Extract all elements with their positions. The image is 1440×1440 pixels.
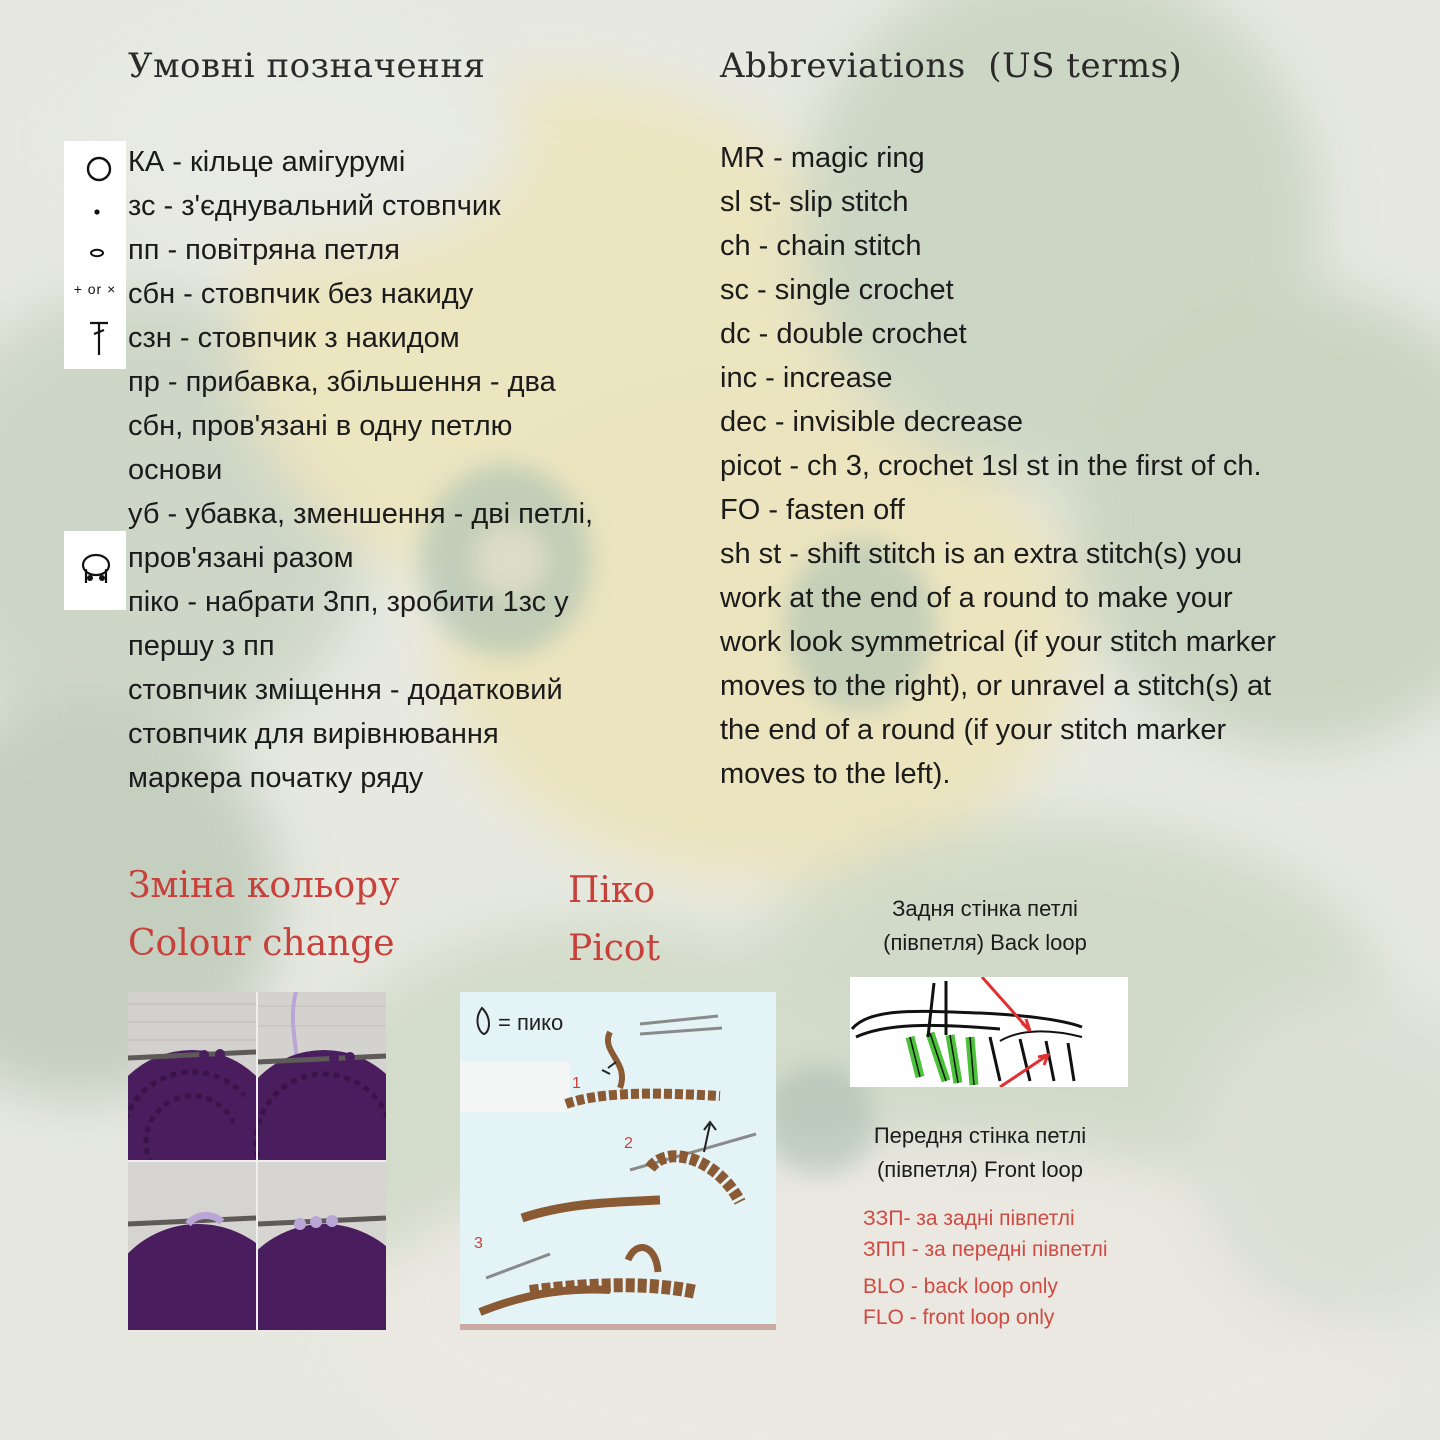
colour-change-photos <box>128 992 386 1330</box>
symbol-legend-panel <box>64 141 126 369</box>
picot-title <box>568 862 660 978</box>
legend-line: основи <box>128 454 223 486</box>
picot-step-2: 2 <box>624 1135 633 1152</box>
abbreviation-line: sc - single crochet <box>720 274 954 306</box>
dot-icon <box>64 197 126 232</box>
legend-line: уб - убавка, зменшення - дві петлі, <box>128 498 594 530</box>
back-loop-caption-ua: Задня стінка петлі <box>892 896 1078 921</box>
back-loop-caption-en: (півпетля) Back loop <box>883 930 1087 955</box>
picot-step-1: 1 <box>572 1075 581 1092</box>
plus-or-x-icon: + or × <box>73 281 117 297</box>
colour-change-title-ua: Зміна кольору <box>128 865 400 906</box>
picot-legend-text: = пико <box>498 1010 564 1035</box>
loop-note: ЗЗП- за задні півпетлі <box>863 1207 1075 1230</box>
picot-title-en: Picot <box>568 928 661 969</box>
abbreviation-line: sl st- slip stitch <box>720 186 909 218</box>
legend-line: першу з пп <box>128 630 275 662</box>
abbreviation-line: moves to the right), or unravel a stitch(s) at <box>720 670 1272 702</box>
picot-title-ua: Піко <box>568 870 656 911</box>
abbreviations-list <box>720 136 1276 796</box>
oval-icon <box>64 238 126 273</box>
legend-list-ua <box>128 140 593 800</box>
abbreviation-line: inc - increase <box>720 362 893 394</box>
abbreviation-line: FO - fasten off <box>720 494 905 526</box>
abbreviation-line: ch - chain stitch <box>720 230 922 262</box>
loop-note: ЗПП - за передні півпетлі <box>863 1238 1108 1261</box>
front-loop-caption-ua: Передня стінка петлі <box>873 1123 1087 1148</box>
abbreviation-line: dc - double crochet <box>720 318 967 350</box>
picot-symbol-panel <box>64 531 126 610</box>
legend-line: сбн, пров'язані в одну петлю <box>128 410 513 442</box>
abbreviation-line: picot - ch 3, crochet 1sl st in the first of ch. <box>720 450 1262 482</box>
abbreviation-line: the end of a round (if your stitch marker <box>720 714 1227 746</box>
legend-line: пп - повітряна петля <box>128 234 400 266</box>
abbreviation-line: work look symmetrical (if your stitch marker <box>720 626 1276 658</box>
legend-line: стовпчик зміщення - додатковий <box>128 674 563 706</box>
loop-note: BLO - back loop only <box>863 1275 1058 1298</box>
colour-change-title-en: Colour change <box>128 923 395 964</box>
front-loop-caption-en: (півпетля) Front loop <box>876 1157 1084 1182</box>
abbreviation-line: MR - magic ring <box>720 142 925 174</box>
loop-diagram <box>850 977 1128 1087</box>
loop-note: FLO - front loop only <box>863 1306 1055 1329</box>
legend-line: маркера початку ряду <box>128 762 424 794</box>
legend-line: сбн - стовпчик без накиду <box>128 278 474 310</box>
abbreviation-line: dec - invisible decrease <box>720 406 1024 438</box>
double-crochet-icon <box>64 317 126 366</box>
legend-line: пров'язані разом <box>128 542 354 574</box>
legend-line: зс - з'єднувальний стовпчик <box>128 190 501 222</box>
abbreviation-line: sh st - shift stitch is an extra stitch(s) you <box>720 538 1243 570</box>
legend-line: стовпчик для вирівнювання <box>128 718 499 750</box>
legend-line: сзн - стовпчик з накидом <box>128 322 460 354</box>
loop-notes <box>863 1203 1108 1333</box>
legend-heading-ua: Умовні позначення <box>128 46 486 86</box>
picot-diagram <box>460 992 776 1330</box>
back-loop-caption <box>858 892 1112 960</box>
colour-change-title <box>128 857 399 973</box>
legend-line: КА - кільце амігурумі <box>128 146 406 178</box>
picot-icon <box>64 553 126 594</box>
legend-line: піко - набрати 3пп, зробити 1зс у <box>128 586 569 618</box>
picot-step-3: 3 <box>474 1235 483 1252</box>
abbreviation-line: moves to the left). <box>720 758 951 790</box>
front-loop-caption <box>856 1119 1104 1187</box>
abbreviation-line: work at the end of a round to make your <box>720 582 1233 614</box>
legend-line: пр - прибавка, збільшення - два <box>128 366 556 398</box>
abbreviations-heading: Abbreviations (US terms) <box>720 46 1183 86</box>
circle-icon <box>64 154 126 189</box>
